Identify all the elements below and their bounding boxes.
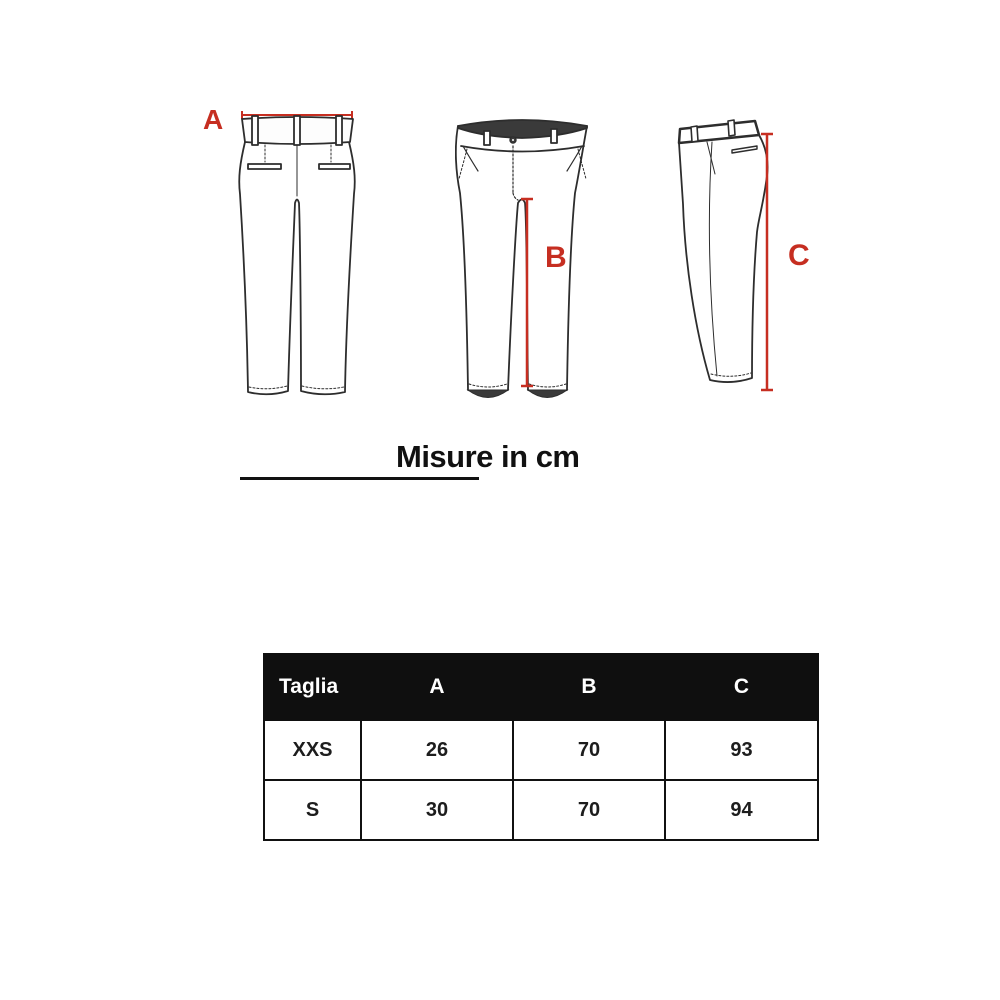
pants-front-view-drawing: [455, 113, 590, 408]
cell-c: 93: [665, 720, 818, 780]
cell-size: S: [264, 780, 361, 840]
measure-label-c: C: [788, 239, 810, 272]
header-a: A: [361, 654, 513, 720]
cell-a: 26: [361, 720, 513, 780]
table-row-s: [264, 780, 818, 840]
title-underline: [240, 477, 479, 480]
pants-side-view-drawing: [675, 114, 775, 404]
measure-label-a: A: [203, 104, 224, 135]
measure-label-b: B: [545, 241, 567, 274]
pants-back-view-drawing: [238, 108, 358, 400]
size-table: [263, 653, 819, 841]
size-table-header-row: [264, 654, 818, 720]
header-b: B: [513, 654, 665, 720]
header-taglia: Taglia: [264, 654, 361, 720]
table-row-xxs: [264, 720, 818, 780]
page-title: Misure in cm: [396, 439, 580, 474]
header-c: C: [665, 654, 818, 720]
cell-b: 70: [513, 720, 665, 780]
cell-a: 30: [361, 780, 513, 840]
cell-size: XXS: [264, 720, 361, 780]
cell-c: 94: [665, 780, 818, 840]
cell-b: 70: [513, 780, 665, 840]
